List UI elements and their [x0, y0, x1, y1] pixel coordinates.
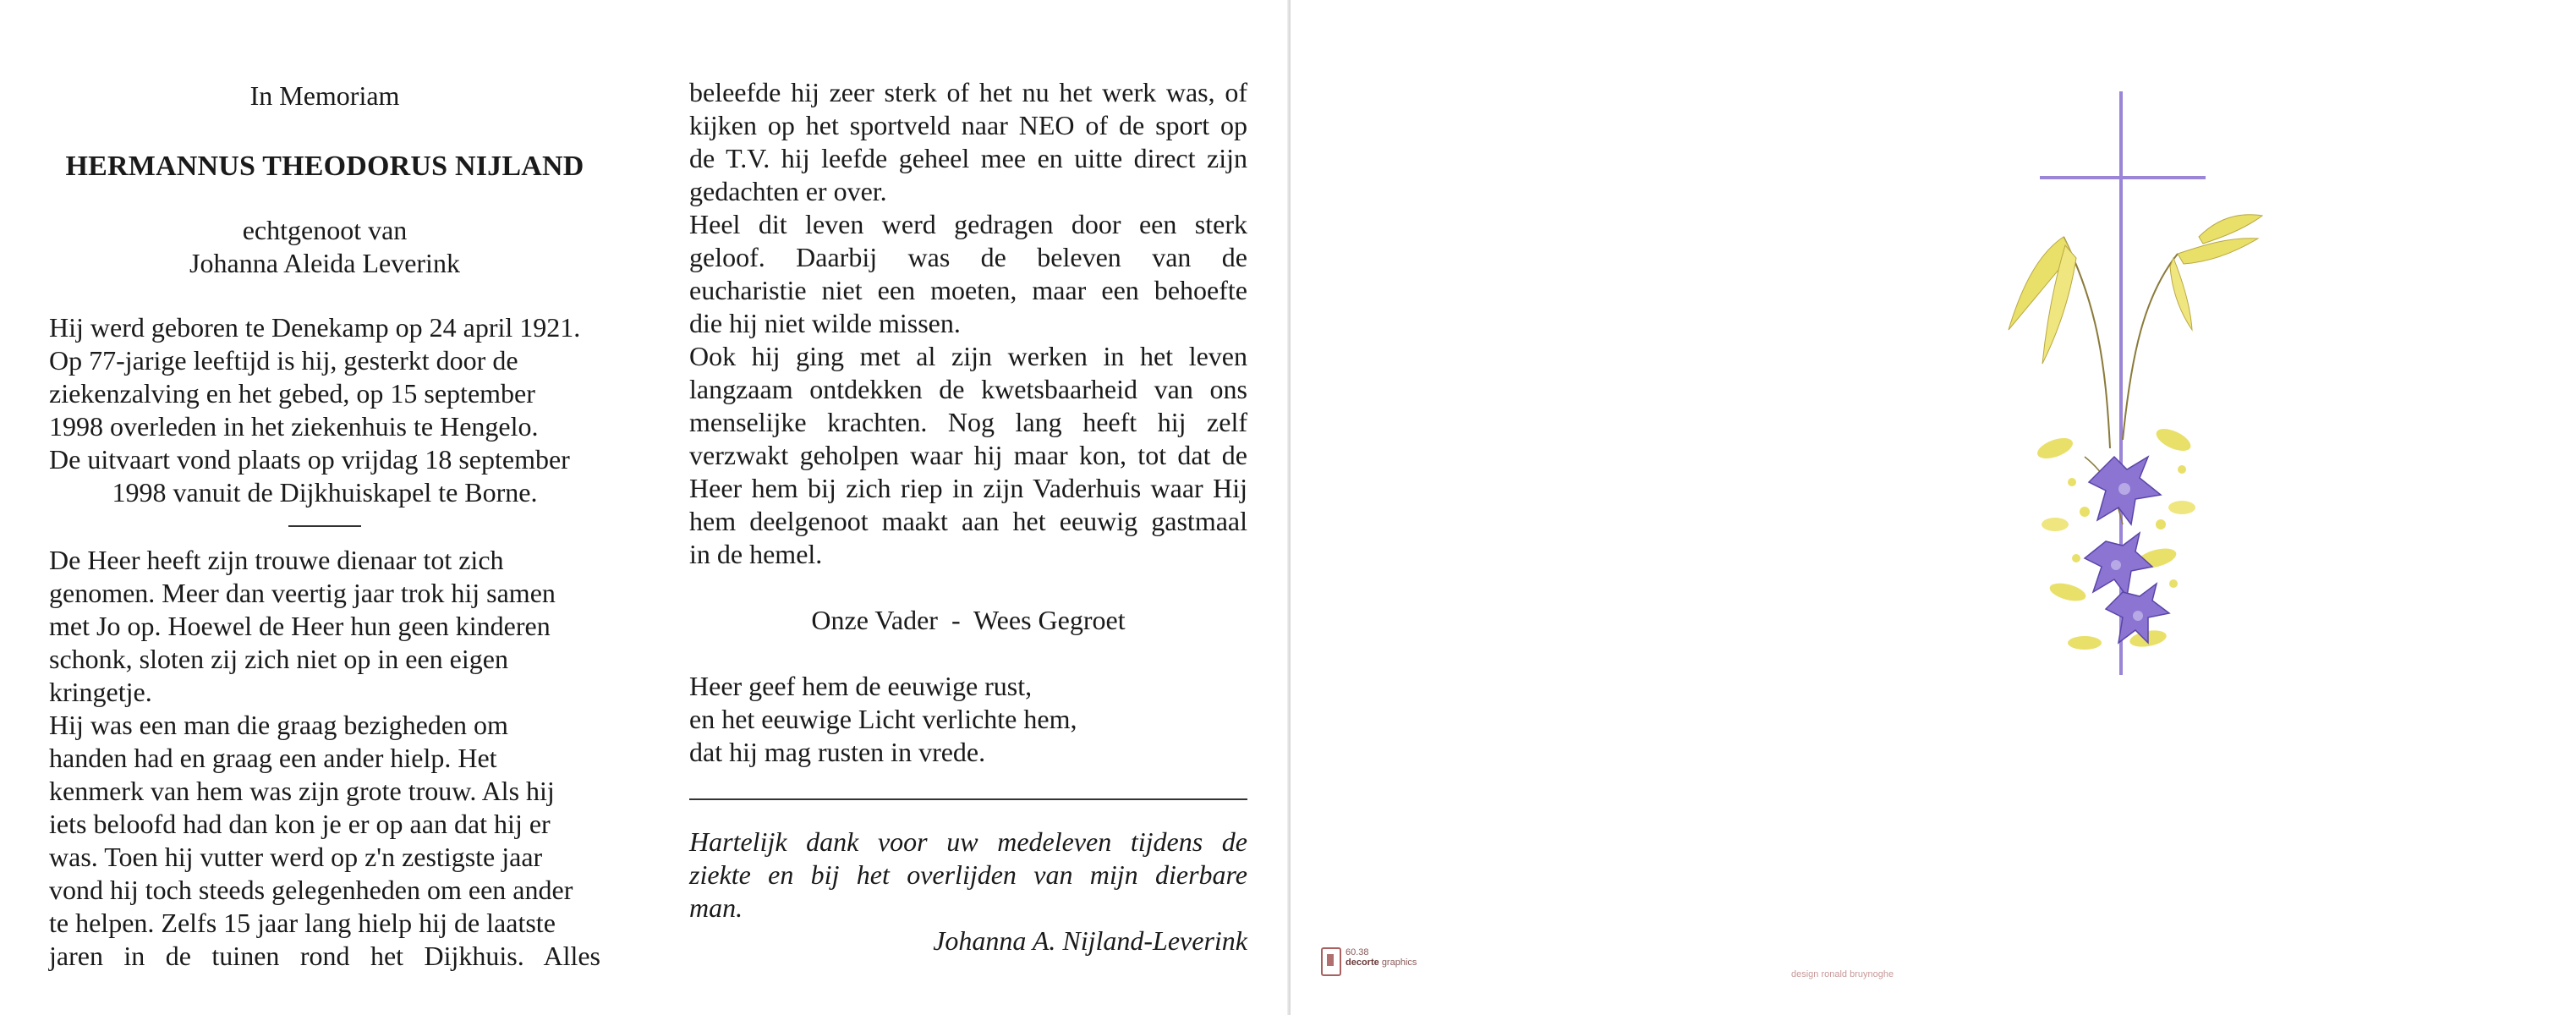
- tribute-line: was. Toen hij vutter werd op z'n zestigste jaar: [49, 842, 543, 872]
- tribute-line: genomen. Meer dan veertig jaar trok hij samen: [49, 578, 556, 608]
- tribute-line: de T.V. hij leefde geheel mee en uitte direct zijn: [689, 143, 1247, 173]
- tribute-line: menselijke krachten. Nog lang heeft hij zelf: [689, 407, 1247, 437]
- tribute-block-2: [689, 76, 1247, 571]
- spouse-label: echtgenoot van: [242, 215, 408, 245]
- signature: Johanna A. Nijland-Leverink: [933, 925, 1247, 956]
- logo-sub: graphics: [1381, 957, 1417, 968]
- heading: In Memoriam: [249, 80, 400, 111]
- logo-mark-icon: [1321, 947, 1341, 976]
- tribute-line: eucharistie niet een moeten, maar een behoefte: [689, 275, 1247, 305]
- verse-line: Heer geef hem de eeuwige rust,: [689, 671, 1033, 701]
- bio-line: 1998 overleden in het ziekenhuis te Hengelo.: [49, 411, 539, 442]
- tribute-line: handen had en graag een ander hielp. Het: [49, 743, 497, 773]
- tribute-line: langzaam ontdekken de kwetsbaarheid van ons: [689, 374, 1247, 404]
- thanks-line: man.: [689, 892, 743, 923]
- tribute-line: iets beloofd had dan kon je er op aan dat hij er: [49, 809, 551, 839]
- tribute-line: die hij niet wilde missen.: [689, 308, 961, 338]
- logo-brand: decorte: [1346, 957, 1379, 968]
- tribute-line: Heer hem bij zich riep in zijn Vaderhuis waar Hij: [689, 473, 1247, 503]
- deceased-name: HERMANNUS THEODORUS NIJLAND: [65, 151, 584, 182]
- publisher-logo: [1321, 947, 1417, 976]
- cross-horizontal: [2040, 176, 2206, 179]
- logo-code: 60.38: [1346, 947, 1369, 957]
- design-credit: design ronald bruynoghe: [1791, 969, 1894, 979]
- thanks-line: Hartelijk dank voor uw medeleven tijdens de: [689, 826, 1247, 857]
- tribute-line: Hij was een man die graag bezigheden om: [49, 710, 508, 740]
- tribute-line: Heel dit leven werd gedragen door een sterk: [689, 209, 1247, 239]
- tribute-line: kijken op het sportveld naar NEO of de sport op: [689, 110, 1247, 140]
- tribute-line: jaren in de tuinen rond het Dijkhuis. Alles: [49, 941, 600, 971]
- prayers: Onze Vader - Wees Gegroet: [811, 605, 1126, 635]
- left-column: [49, 78, 600, 973]
- tribute-line: schonk, sloten zij zich niet op in een eigen: [49, 644, 508, 674]
- tribute-line: gedachten er over.: [689, 176, 887, 206]
- long-divider: [689, 798, 1247, 800]
- bio-line: Hij werd geboren te Denekamp op 24 april 1921.: [49, 312, 581, 343]
- tribute-line: vond hij toch steeds gelegenheden om een ander: [49, 875, 573, 905]
- right-column: [689, 78, 1247, 957]
- tribute-line: in de hemel.: [689, 539, 823, 569]
- tribute-block-1: [49, 544, 600, 973]
- tribute-line: kenmerk van hem was zijn grote trouw. Als hij: [49, 776, 555, 806]
- tribute-line: Ook hij ging met al zijn werken in het leven: [689, 341, 1247, 371]
- card-cover-page: [1291, 0, 2576, 1015]
- tribute-line: verzwakt geholpen waar hij maar kon, tot dat de: [689, 440, 1247, 470]
- tribute-line: geloof. Daarbij was de beleven van de: [689, 242, 1247, 272]
- thanks-line: ziekte en bij het overlijden van mijn dierbare: [689, 859, 1247, 890]
- verse-line: dat hij mag rusten in vrede.: [689, 737, 986, 767]
- tribute-line: De Heer heeft zijn trouwe dienaar tot zich: [49, 545, 504, 575]
- bio-line: Op 77-jarige leeftijd is hij, gesterkt door de: [49, 345, 518, 376]
- tribute-line: hem deelgenoot maakt aan het eeuwig gastmaal: [689, 506, 1247, 536]
- verse-block: [689, 670, 1247, 769]
- thanks-block: [689, 826, 1247, 924]
- cross-flower-icon: [2004, 85, 2309, 685]
- spouse-name: Johanna Aleida Leverink: [189, 248, 460, 278]
- bio-line: ziekenzalving en het gebed, op 15 september: [49, 378, 535, 409]
- bio-block: [49, 311, 600, 509]
- bio-line: 1998 vanuit de Dijkhuiskapel te Borne.: [112, 477, 538, 508]
- tribute-line: kringetje.: [49, 677, 152, 707]
- short-divider: [288, 525, 361, 527]
- verse-line: en het eeuwige Licht verlichte hem,: [689, 704, 1077, 734]
- tribute-line: beleefde hij zeer sterk of het nu het werk was, of: [689, 77, 1247, 107]
- bio-line: De uitvaart vond plaats op vrijdag 18 september: [49, 444, 570, 475]
- tribute-line: met Jo op. Hoewel de Heer hun geen kinderen: [49, 611, 551, 641]
- tribute-line: te helpen. Zelfs 15 jaar lang hielp hij de laatste: [49, 908, 556, 938]
- logo-text: [1346, 947, 1417, 968]
